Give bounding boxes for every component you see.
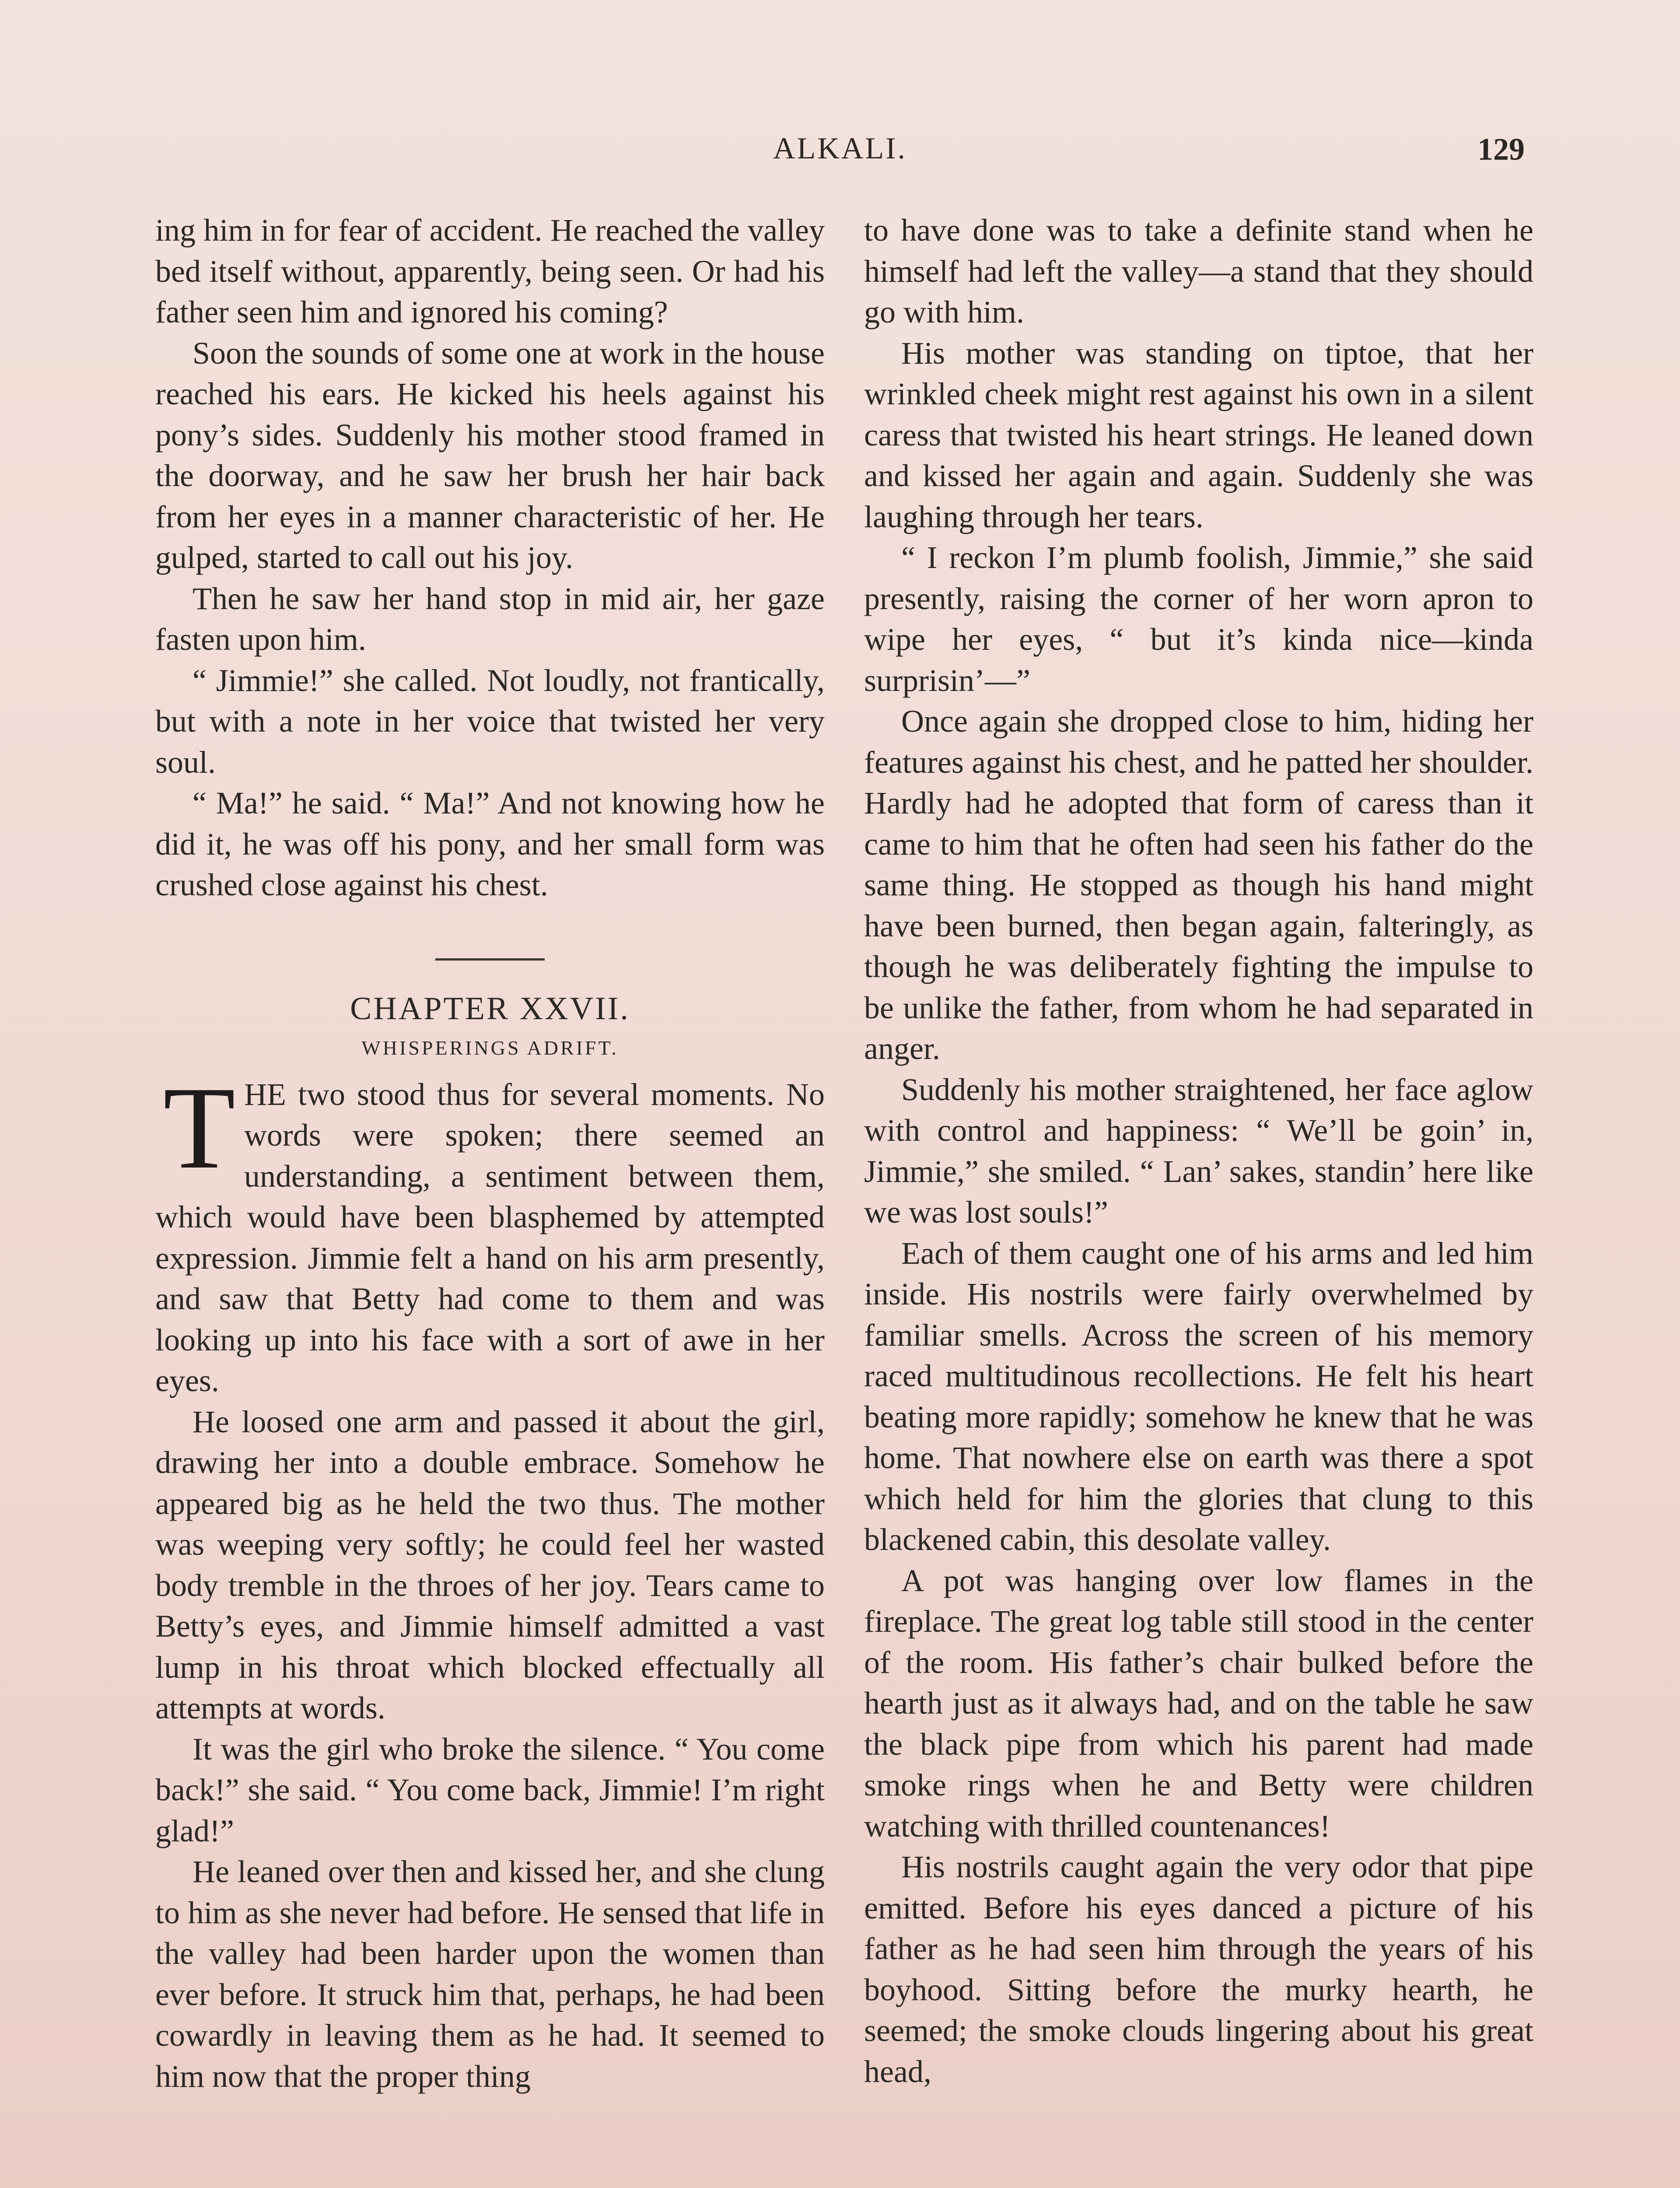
paragraph: He loosed one arm and passed it about the girl, drawing her into a double embrace. Somehow he appeared big as he held the two thus. The mother was weeping very softly; he could feel her wasted body tremble in the throes of her joy. Tears came to Betty’s eyes, and Jimmie himself admitted a vast lump in his throat which blocked effectually all attempts at words.: [155, 1404, 825, 1725]
page-header: [0, 131, 1680, 179]
paragraph: Then he saw her hand stop in mid air, her gaze fasten upon him.: [155, 581, 825, 657]
paragraph: “ I reckon I’m plumb foolish, Jimmie,” she said presently, raising the corner of her worn apron to wipe her eyes, “ but it’s kinda nice—kinda surprisin’—”: [864, 540, 1533, 698]
right-column: [864, 210, 1533, 2092]
paragraph: It was the girl who broke the silence. “ You come back!” she said. “ You come back, Jimmie! I’m right glad!”: [155, 1731, 825, 1848]
paragraph: to have done was to take a definite stand when he himself had left the valley—a stand that they should go with him.: [864, 213, 1533, 330]
paragraph: He leaned over then and kissed her, and she clung to him as she never had before. He sensed that life in the valley had been harder upon the women than ever before. It struck him that, perhaps, he had been cowardly in leaving them as he had. It seemed to him now that the proper thing: [155, 1854, 825, 2094]
paragraph: Suddenly his mother straightened, her face aglow with control and happiness: “ We’ll be goin’ in, Jimmie,” she smiled. “ Lan’ sakes, standin’ here like we was lost souls!”: [864, 1072, 1533, 1230]
paragraph: His mother was standing on tiptoe, that her wrinkled cheek might rest against his own in a silent caress that twisted his heart strings. He leaned down and kissed her again and again. Suddenly she was laughing through her tears.: [864, 335, 1533, 534]
paragraph: “ Jimmie!” she called. Not loudly, not frantically, but with a note in her voice that twisted her very soul.: [155, 663, 825, 780]
paragraph: Once again she dropped close to him, hiding her features against his chest, and he patted her shoulder. Hardly had he adopted that form of caress than it came to him that he often had seen his father do the same thing. He stopped as though his hand might have been burned, then began again, falteringly, as though he was deliberately fighting the impulse to be unlike the father, from whom he had separated in anger.: [864, 704, 1533, 1066]
paragraph: Each of them caught one of his arms and led him inside. His nostrils were fairly overwhelmed by familiar smells. Across the screen of his memory raced multitudinous recollections. He felt his heart beating more rapidly; somehow he knew that he was home. That nowhere else on earth was there a spot which held for him the glories that clung to this blackened cabin, this desolate valley.: [864, 1235, 1533, 1557]
chapter-title: CHAPTER XXVII.: [350, 990, 630, 1027]
paragraph: Soon the sounds of some one at work in the house reached his ears. He kicked his heels against his pony’s sides. Suddenly his mother stood framed in the doorway, and he saw her brush her hair back from her eyes in a manner characteristic of her. He gulped, started to call out his joy.: [155, 335, 825, 575]
running-title: ALKALI.: [773, 132, 907, 165]
paragraph: A pot was hanging over low flames in the fireplace. The great log table still stood in the center of the room. His father’s chair bulked before the hearth just as it always had, and on the table he saw the black pipe from which his parent had made smoke rings when he and Betty were children watching with thrilled countenances!: [864, 1563, 1533, 1844]
section-divider: [435, 958, 545, 961]
drop-cap: T: [163, 1062, 235, 1193]
paragraph: “ Ma!” he said. “ Ma!” And not knowing how he did it, he was off his pony, and her small form was crushed close against his chest.: [155, 785, 825, 902]
paragraph-text: HE two stood thus for several moments. No words were spoken; there seemed an understanding, a sentiment between them, which would have been blasphemed by attempted expression. Jimmie felt a hand on his arm presently, and saw that Betty had come to them and was looking up into his face with a sort of awe in her eyes.: [155, 1076, 825, 1398]
chapter-subtitle: WHISPERINGS ADRIFT.: [361, 1036, 619, 1059]
chapter-opening-paragraph: [155, 1062, 825, 1402]
paragraph: ing him in for fear of accident. He reached the valley bed itself without, apparently, being seen. Or had his father seen him and ignored his coming?: [155, 213, 825, 330]
page-number: 129: [1477, 132, 1525, 167]
left-column: [155, 210, 825, 2097]
paragraph: His nostrils caught again the very odor that pipe emitted. Before his eyes danced a picture of his father as he had seen him through the years of his boyhood. Sitting before the murky hearth, he seemed; the smoke clouds lingering about his great head,: [864, 1849, 1533, 2089]
